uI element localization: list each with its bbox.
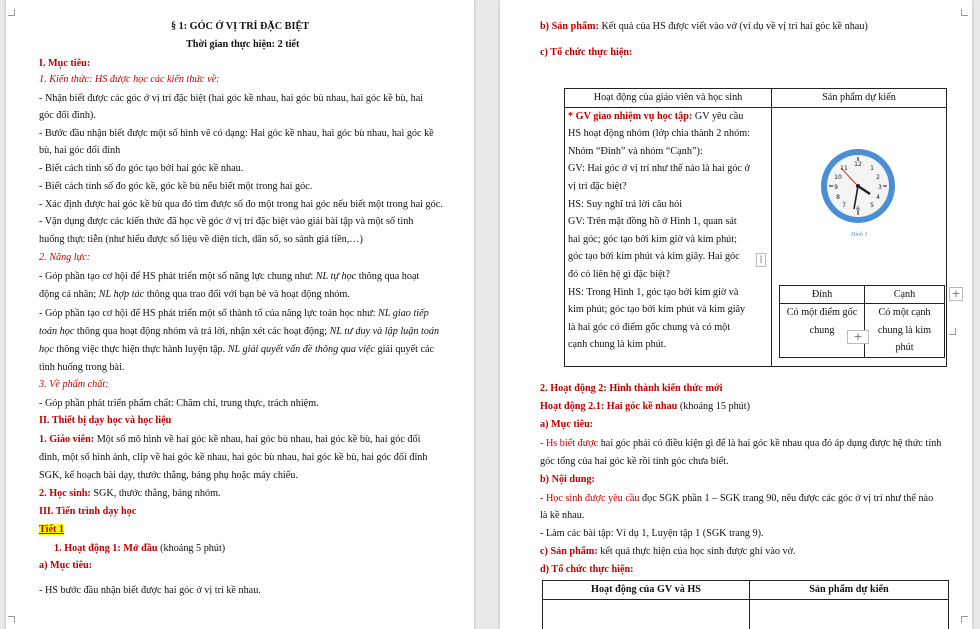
add-column-button[interactable]: + [949,287,963,301]
text-line: là kề nhau. [540,510,585,521]
organize-heading: d) Tổ chức thực hiện: [540,564,634,575]
text-line: học thông việc thực hiện thực hành luyện tập. NL giải quyết vấn đề thông qua việc giải quyết các [39,344,435,355]
activity-2-heading: 2. Hoạt động 2: Hình thành kiến thức mới [540,383,723,394]
svg-text:10: 10 [834,173,842,181]
svg-text:11: 11 [840,164,848,172]
svg-text:5: 5 [870,201,874,209]
objective-heading: a) Mục tiêu: [540,419,594,430]
text-line: bù, hai góc đối đỉnh [39,145,121,156]
objective-heading: a) Mục tiêu: [39,560,93,571]
product-line: c) Sản phẩm: kết quả thực hiện của học sinh được ghi vào vở. [540,546,796,557]
document-page-left[interactable] [6,0,474,629]
table-cell-activity[interactable]: * GV giao nhiệm vụ học tập: GV yêu cầu HS hoạt động nhóm (lớp chia thành 2 nhóm: Nhóm “Đỉnh” và nhóm “Cạnh”): GV: Hai góc ở vị trí như thế nào là hai góc ở vị trí đặc biệt? HS: Suy nghĩ trả lời câu hỏi GV: Trên mặt đồng hồ ở Hình 1, quan sát hai góc; góc tạo bởi kim giờ và kim phút; góc tạo bởi kim phút và kim giây. Hai góc đó có liên hệ gì đặc biệt? HS: Trong Hình 1, góc tạo bởi kim giờ và kim phút; góc tạo bởi kim phút và kim giây là hai góc có điểm gốc chung và có một cạnh chung là kim phút. [565,107,772,366]
text-line: 1. Giáo viên: Một số mô hình về hai góc kề nhau, hai góc bù nhau, hai góc kề bù, hai góc đối [39,434,421,445]
text-line: - Hs biết được hai góc phải có điều kiện gì để là hai góc kề nhau qua đó áp dụng được hệ thức tính [540,438,942,449]
text-line: - Góp phần tạo cơ hội để HS phát triển một số thành tố của năng lực toán học như: NL giao tiếp [39,308,429,319]
content-heading: b) Nội dung: [540,474,595,485]
text-line: - HS bước đầu nhận biết được hai góc ở vị trí kề nhau. [39,585,261,596]
text-line: toán học thông qua hoạt động nhóm và trả lời, nhận xét các hoạt động; NL tư duy và lập luận toán [39,326,440,337]
subsection-knowledge: 1. Kiến thức: HS được học các kiến thức về: [39,74,220,85]
table-header: Hoạt động của GV và HS [543,581,750,600]
svg-text:4: 4 [876,193,880,201]
activity-1-heading: 1. Hoạt động 1: Mở đầu (khoảng 5 phút) [54,543,226,554]
svg-text:6: 6 [856,205,860,213]
text-line: - Góp phần tạo cơ hội để HS phát triển một số năng lực chung như: NL tự học thông qua hoạt [39,271,420,282]
svg-text:8: 8 [836,193,840,201]
table-cell[interactable] [543,599,750,629]
section-equipment: II. Thiết bị dạy học và học liệu [39,415,172,426]
inner-header: Đỉnh [780,285,865,304]
svg-text:12: 12 [854,160,862,168]
text-line: động cá nhân; NL hợp tác thông qua trao đổi với bạn bè và hoạt động nhóm. [39,289,350,300]
figure-caption: Hình 1 [851,231,868,238]
subsection-qualities: 3. Về phẩm chất: [39,379,109,390]
text-line: đỉnh, một số hình ảnh, clip về hai góc kề nhau, hai góc bù nhau, hai góc kề bù, hai góc đối đỉnh [39,452,428,463]
svg-text:7: 7 [842,201,846,209]
activity-table-2 [542,580,949,629]
text-line: - Học sinh được yêu cầu đọc SGK phần 1 – SGK trang 90, nêu được các góc ở vị trí như thế nào [540,493,934,504]
svg-text:9: 9 [834,183,838,191]
add-row-button[interactable]: + [847,330,869,344]
corner-mark [961,616,968,623]
table-header: Hoạt động của giáo viên và học sinh [565,89,772,108]
text-line: - Xác định được hai góc kề bù qua đó tìm được số đo một trong hai góc nếu biết một trong hai góc. [39,199,443,210]
table-header: Sản phẩm dự kiến [750,581,949,600]
table-cell-product[interactable] [772,107,947,366]
organize-heading: c) Tổ chức thực hiện: [540,47,633,58]
corner-mark [8,616,15,623]
text-line: - Bước đầu nhận biết được một số hình vẽ có dạng: Hai góc kề nhau, hai góc bù nhau, hai góc kề [39,128,434,139]
activity-2-1-heading: Hoạt động 2.1: Hai góc kề nhau (khoảng 15 phút) [540,401,750,412]
product-line: b) Sản phẩm: Kết quả của HS được viết vào vở (ví dụ về vị trí hai góc kề nhau) [540,21,868,32]
clock-figure [818,146,898,226]
text-line: góc tổng của hai góc kề rồi tính góc chưa biết. [540,456,729,467]
section-procedure: III. Tiến trình dạy học [39,506,137,517]
table-cell[interactable] [750,599,949,629]
svg-text:3: 3 [878,183,882,191]
text-line: - Làm các bài tập: Ví dụ 1, Luyện tập 1 (SGK trang 9). [540,528,764,539]
text-line: - Biết cách tính số đo góc kề, góc kề bù nếu biết một trong hai góc. [39,181,313,192]
text-line: - Biết cách tính số đo góc tạo bởi hai góc kề nhau. [39,163,244,174]
text-line: góc đối đỉnh). [39,110,96,121]
svg-text:1: 1 [870,164,874,172]
lesson-duration: Thời gian thực hiện: 2 tiết [186,39,300,50]
text-line: huống thực tiễn (như hiểu được số liệu về diện tích, dân số, so sánh giá tiền,…) [39,234,363,245]
corner-mark [8,9,15,16]
inner-cell: Có một điểm gốc chung [780,304,865,358]
table-header: Sản phẩm dự kiến [772,89,947,108]
inner-header: Cạnh [865,285,945,304]
text-line: SGK, kế hoạch bài dạy, thước thẳng, bảng phụ hoặc máy chiếu. [39,470,298,481]
text-line: tình huống trong bài. [39,362,125,373]
text-line: - Nhận biết được các góc ở vị trí đặc biệt (hai góc kề nhau, hai góc bù nhau, hai góc kề bù, hai [39,93,424,104]
inner-comparison-table [779,285,945,358]
table-move-handle[interactable]: ⁞ [756,253,766,267]
text-line: - Vận dụng được các kiến thức đã học về góc ở vị trí đặc biệt vào giải bài tập và một số tình [39,216,414,227]
inner-cell: Có một cạnh chung là kim phút [865,304,945,358]
text-line: - Góp phần phát triển phẩm chất: Chăm chỉ, trung thực, trách nhiệm. [39,398,319,409]
activity-table [564,88,947,367]
corner-mark [961,9,968,16]
period-label: Tiết 1 [39,524,64,535]
document-page-right[interactable] [500,0,972,629]
subsection-competence: 2. Năng lực: [39,252,91,263]
svg-text:2: 2 [876,173,880,181]
table-resize-handle[interactable] [949,328,956,335]
section-objectives: I. Mục tiêu: [39,58,91,69]
text-line: 2. Học sinh: SGK, thước thẳng, bảng nhóm. [39,488,221,499]
lesson-title: § 1: GÓC Ở VỊ TRÍ ĐẶC BIỆT [171,21,310,32]
